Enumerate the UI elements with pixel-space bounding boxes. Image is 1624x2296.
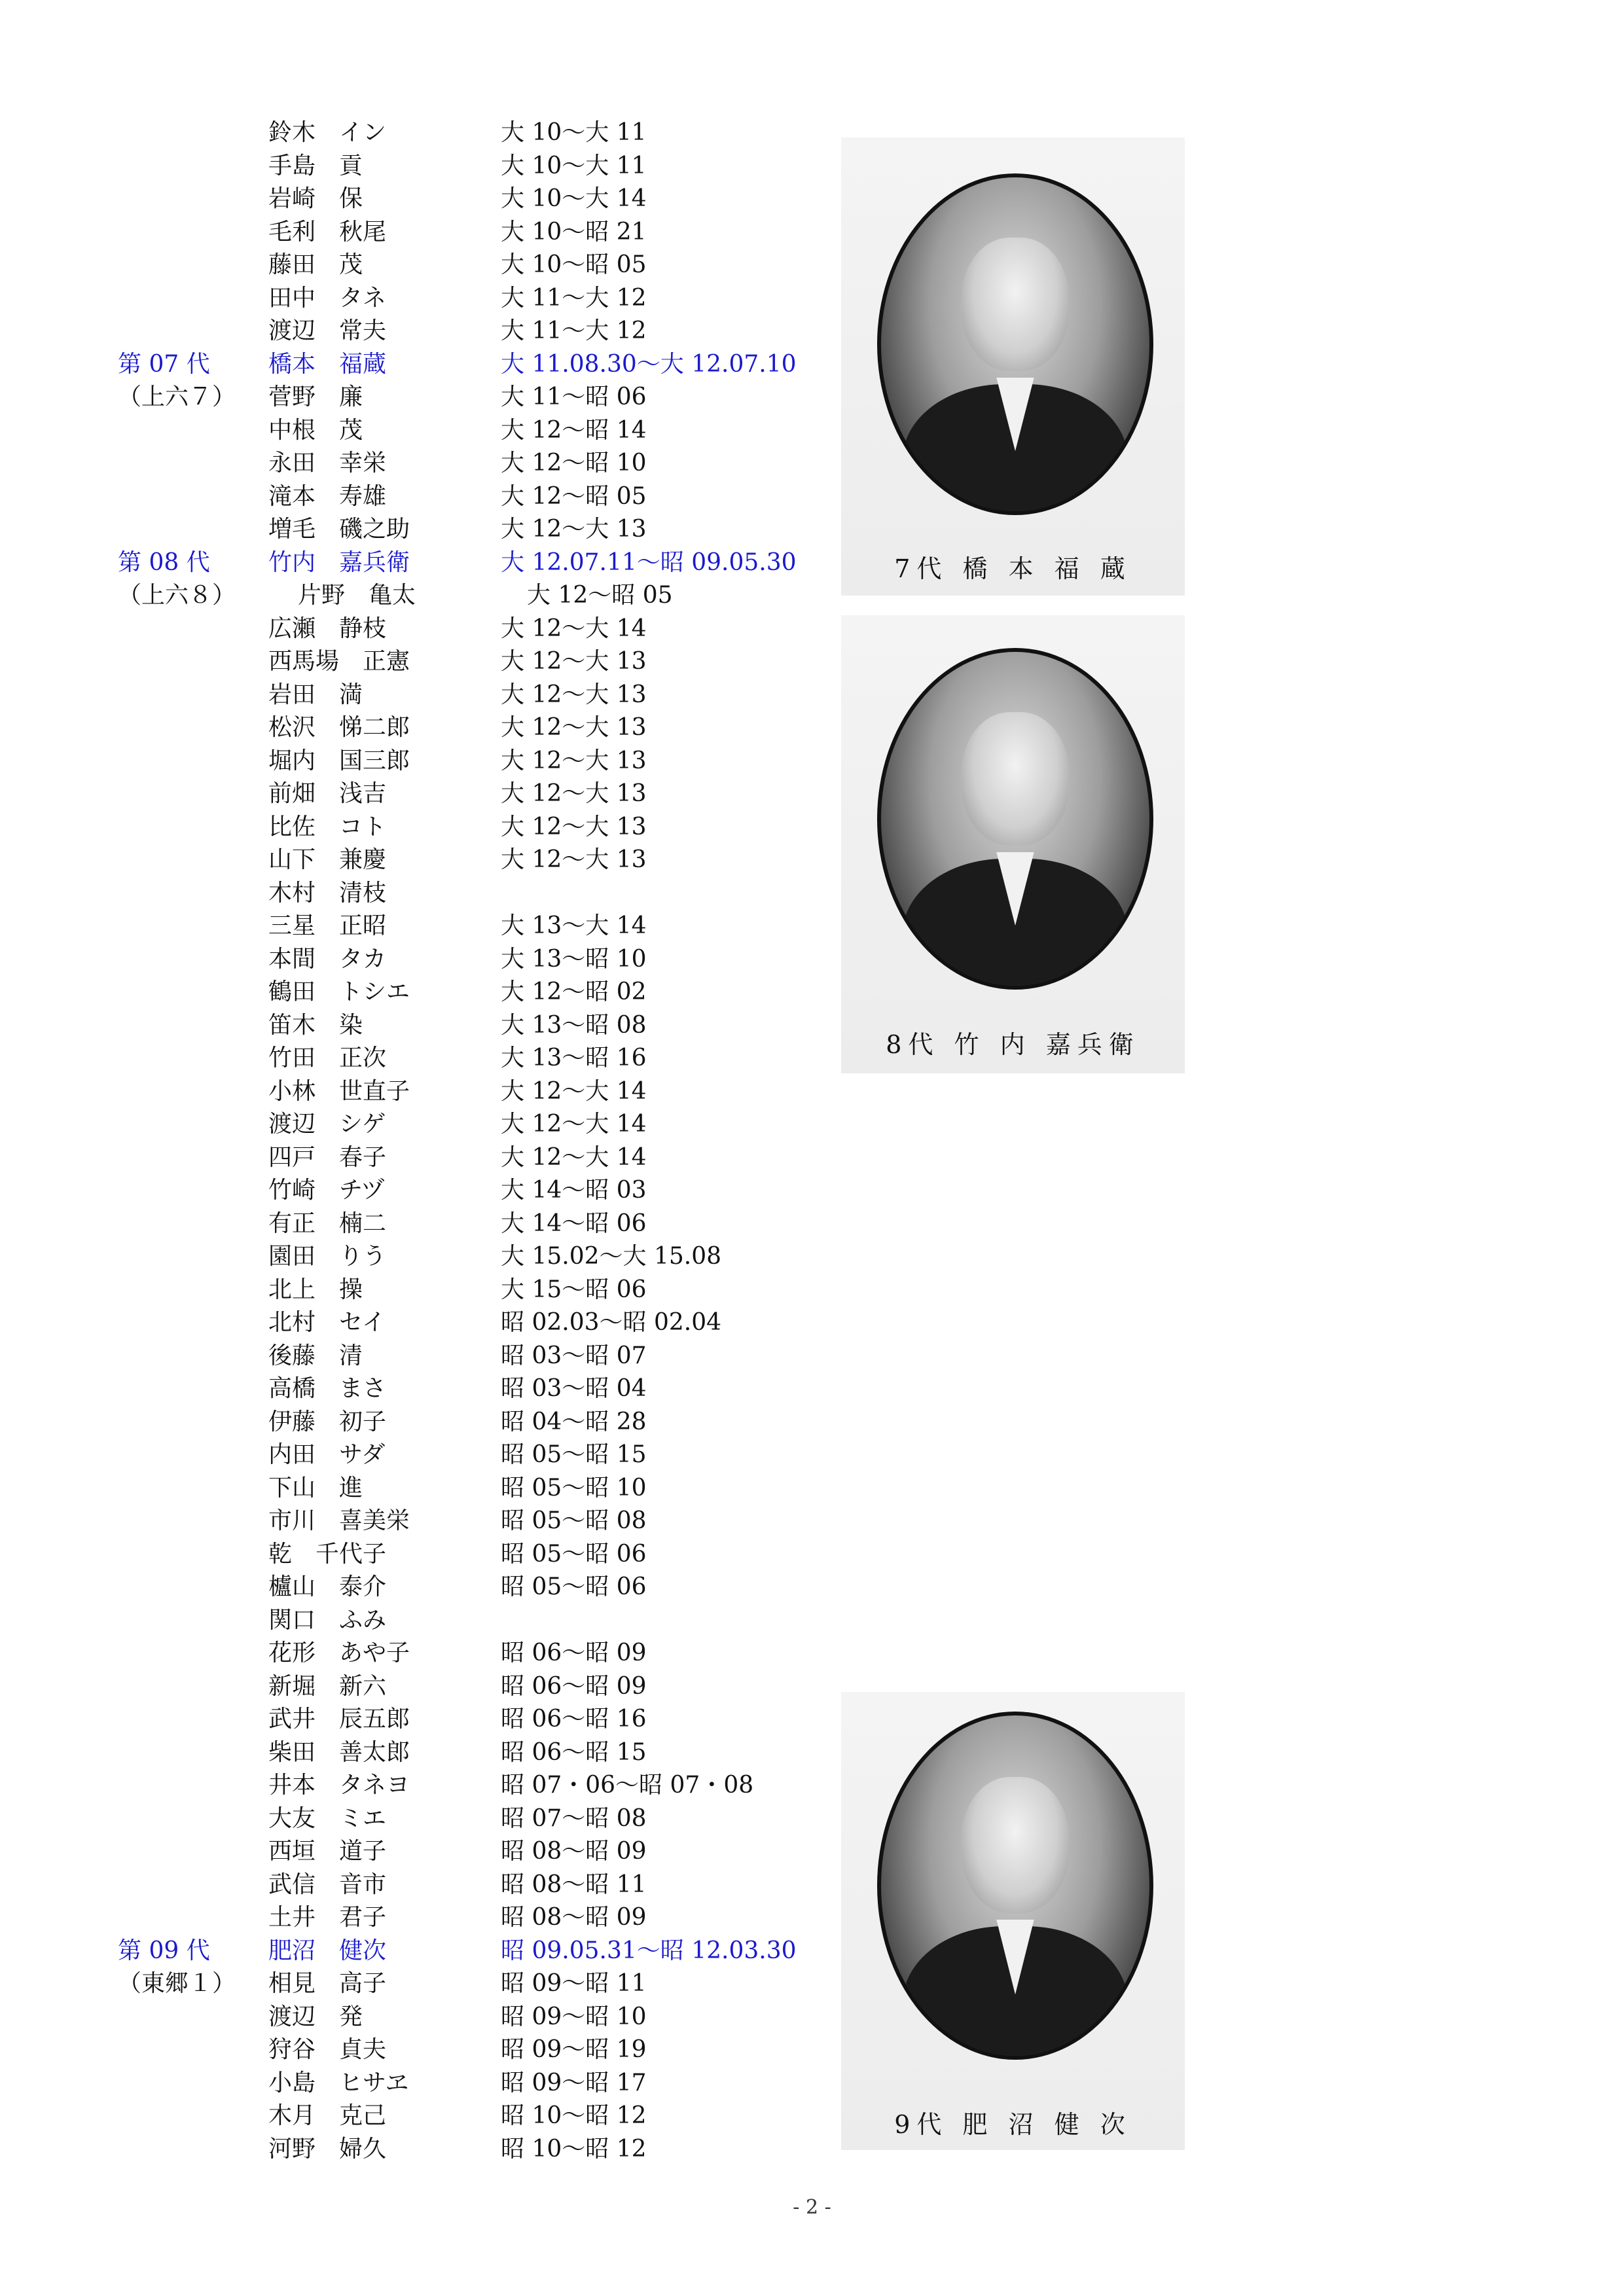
roster-name: 北村 セイ xyxy=(268,1309,386,1336)
roster-row xyxy=(0,745,851,778)
portrait-8th xyxy=(841,615,1185,1073)
roster-name: 有正 楠二 xyxy=(268,1210,387,1237)
roster-row xyxy=(0,1637,851,1670)
roster-name: 園田 りう xyxy=(268,1243,387,1270)
roster-term: 大 12～大 14 xyxy=(501,615,647,642)
roster-term: 昭 07～昭 08 xyxy=(501,1804,647,1832)
roster-row xyxy=(0,1108,851,1141)
roster-term: 昭 08～昭 11 xyxy=(501,1871,647,1898)
roster-name: 岩田 満 xyxy=(268,681,363,708)
roster-row xyxy=(0,216,851,249)
roster-row xyxy=(0,976,851,1009)
roster-list xyxy=(0,0,851,2160)
roster-name: 関口 ふみ xyxy=(268,1606,387,1634)
roster-row xyxy=(0,249,851,281)
roster-term: 昭 09～昭 10 xyxy=(501,2003,647,2030)
roster-row xyxy=(0,613,851,645)
roster-name: 竹崎 チヅ xyxy=(268,1177,385,1204)
roster-term: 大 11～大 12 xyxy=(501,317,647,344)
roster-term: 昭 06～昭 16 xyxy=(501,1706,647,1732)
roster-row xyxy=(0,447,851,480)
roster-row xyxy=(0,1274,851,1306)
roster-row xyxy=(0,679,851,711)
roster-name: 伊藤 初子 xyxy=(268,1408,387,1435)
roster-row xyxy=(0,1174,851,1207)
roster-term: 昭 03～昭 07 xyxy=(501,1342,647,1369)
roster-term: 大 15.02～大 15.08 xyxy=(501,1243,722,1270)
roster-term: 大 12.07.11～昭 09.05.30 xyxy=(501,548,797,576)
roster-row xyxy=(0,1869,851,1901)
roster-row xyxy=(0,1967,851,2000)
roster-name: 肥沼 健次 xyxy=(268,1937,387,1964)
roster-name: 小林 世直子 xyxy=(268,1077,410,1105)
roster-name: 三星 正昭 xyxy=(268,912,387,939)
roster-name: 竹内 嘉兵衛 xyxy=(268,548,410,576)
roster-row xyxy=(0,1240,851,1273)
roster-row xyxy=(0,547,851,579)
roster-row xyxy=(0,2034,851,2066)
roster-row xyxy=(0,1042,851,1075)
roster-term: 昭 05～昭 08 xyxy=(501,1507,647,1534)
roster-term: 大 12～大 13 xyxy=(501,846,647,873)
roster-term: 大 12～大 13 xyxy=(501,780,647,807)
roster-term: 大 12～昭 05 xyxy=(527,582,673,609)
roster-term: 大 11～大 12 xyxy=(501,284,647,312)
roster-row xyxy=(0,1505,851,1537)
roster-row xyxy=(0,1340,851,1372)
roster-row xyxy=(0,1406,851,1439)
portrait-caption-9th: 9代 肥 沼 健 次 xyxy=(894,2110,1132,2139)
roster-term: 大 12～大 13 xyxy=(501,714,647,741)
roster-term: 昭 08～昭 09 xyxy=(501,1904,647,1931)
roster-row xyxy=(0,414,851,447)
roster-row xyxy=(0,877,851,910)
roster-term: 昭 05～昭 06 xyxy=(501,1540,647,1568)
roster-row xyxy=(0,1571,851,1604)
roster-term: 昭 05～昭 10 xyxy=(501,1474,647,1501)
roster-row xyxy=(0,315,851,348)
roster-name: 田中 タネ xyxy=(268,284,387,312)
roster-name: 花形 あや子 xyxy=(268,1640,410,1666)
portrait-7th xyxy=(841,137,1185,596)
roster-term: 昭 09.05.31～昭 12.03.30 xyxy=(501,1937,797,1964)
roster-row xyxy=(0,480,851,513)
roster-row xyxy=(0,811,851,844)
portrait-photo-7th xyxy=(877,173,1153,515)
roster-name: 広瀬 静枝 xyxy=(268,615,387,642)
roster-row xyxy=(0,645,851,678)
roster-term: 大 14～昭 06 xyxy=(501,1210,647,1237)
roster-name: 柴田 善太郎 xyxy=(268,1738,410,1766)
roster-term: 大 10～大 11 xyxy=(501,119,647,146)
roster-name: 後藤 清 xyxy=(268,1342,363,1369)
roster-term: 昭 06～昭 09 xyxy=(501,1672,647,1700)
roster-term: 大 13～大 14 xyxy=(501,912,647,939)
roster-row xyxy=(0,1439,851,1471)
roster-row xyxy=(0,1075,851,1108)
roster-row xyxy=(0,1803,851,1835)
roster-term: 大 11.08.30～大 12.07.10 xyxy=(501,350,797,378)
roster-name: 笛木 染 xyxy=(268,1011,363,1039)
roster-row xyxy=(0,117,851,149)
roster-name: 河野 婦久 xyxy=(268,2135,387,2162)
roster-term: 大 12～大 13 xyxy=(501,516,647,543)
roster-row xyxy=(0,910,851,942)
roster-name: 北上 操 xyxy=(268,1276,363,1303)
roster-name: 藤田 茂 xyxy=(268,251,363,278)
roster-name: 橋本 福蔵 xyxy=(268,350,387,378)
roster-term: 昭 04～昭 28 xyxy=(501,1408,647,1435)
roster-name: 滝本 寿雄 xyxy=(268,482,387,510)
roster-term: 昭 06～昭 15 xyxy=(501,1738,647,1766)
roster-row xyxy=(0,2133,851,2166)
roster-term: 大 12～大 13 xyxy=(501,813,647,840)
roster-name: 渡辺 常夫 xyxy=(268,317,387,344)
roster-name: 毛利 秋尾 xyxy=(268,218,387,245)
roster-term: 大 13～昭 08 xyxy=(501,1011,647,1039)
roster-name: 木月 克己 xyxy=(268,2102,387,2129)
portrait-caption-7th: 7代 橋 本 福 蔵 xyxy=(894,554,1132,583)
roster-term: 大 15～昭 06 xyxy=(501,1276,647,1303)
roster-era: 第 07 代 xyxy=(118,350,210,378)
roster-name: 岩崎 保 xyxy=(268,185,363,212)
roster-row xyxy=(0,2001,851,2034)
roster-row xyxy=(0,1604,851,1637)
roster-name: 片野 亀太 xyxy=(298,582,416,609)
roster-name: 永田 幸栄 xyxy=(268,450,387,476)
roster-term: 大 13～昭 10 xyxy=(501,945,647,973)
roster-row xyxy=(0,1372,851,1405)
roster-name: 増毛 磯之助 xyxy=(268,516,410,543)
roster-name: 高橋 まさ xyxy=(268,1375,387,1402)
roster-name: 堀内 国三郎 xyxy=(268,747,410,774)
roster-term: 昭 02.03～昭 02.04 xyxy=(501,1309,722,1336)
roster-name: 本間 タカ xyxy=(268,945,387,973)
roster-name: 比佐 コト xyxy=(268,813,387,840)
roster-name: 前畑 浅吉 xyxy=(268,780,387,807)
roster-term: 大 13～昭 16 xyxy=(501,1045,647,1071)
roster-name: 渡辺 シゲ xyxy=(268,1111,386,1138)
roster-row xyxy=(0,381,851,414)
roster-name: 木村 清枝 xyxy=(268,879,387,906)
roster-row xyxy=(0,513,851,546)
roster-term: 大 10～大 11 xyxy=(501,152,647,179)
roster-row xyxy=(0,943,851,976)
roster-name: 竹田 正次 xyxy=(268,1045,387,1071)
roster-row xyxy=(0,1736,851,1769)
roster-row xyxy=(0,711,851,744)
roster-name: 新堀 新六 xyxy=(268,1672,387,1700)
roster-term: 昭 09～昭 19 xyxy=(501,2036,647,2063)
roster-row xyxy=(0,1538,851,1571)
roster-row xyxy=(0,1935,851,1967)
roster-name: 狩谷 貞夫 xyxy=(268,2036,387,2063)
roster-era: 第 08 代 xyxy=(118,548,210,576)
roster-name: 菅野 廉 xyxy=(268,384,363,410)
roster-name: 手島 貢 xyxy=(268,152,363,179)
roster-name: 武信 音市 xyxy=(268,1871,387,1898)
roster-row xyxy=(0,579,851,612)
roster-term: 昭 05～昭 06 xyxy=(501,1573,647,1600)
roster-name: 小島 ヒサヱ xyxy=(268,2069,409,2096)
roster-term: 昭 09～昭 17 xyxy=(501,2069,647,2096)
roster-term: 大 12～大 14 xyxy=(501,1077,647,1105)
roster-name: 土井 君子 xyxy=(268,1904,387,1931)
portrait-photo-9th xyxy=(877,1712,1153,2060)
roster-era: 第 09 代 xyxy=(118,1937,210,1964)
roster-name: 西馬場 正憲 xyxy=(268,648,410,675)
roster-name: 大友 ミエ xyxy=(268,1804,387,1832)
roster-row xyxy=(0,1141,851,1174)
roster-name: 市川 喜美栄 xyxy=(268,1507,410,1534)
roster-row xyxy=(0,1703,851,1736)
roster-era: （上六８） xyxy=(118,582,236,609)
roster-term: 大 11～昭 06 xyxy=(501,384,647,410)
roster-row xyxy=(0,844,851,876)
roster-term: 昭 10～昭 12 xyxy=(501,2135,647,2162)
roster-row xyxy=(0,183,851,215)
roster-name: 相見 高子 xyxy=(268,1970,387,1997)
portrait-9th xyxy=(841,1692,1185,2150)
roster-row xyxy=(0,2100,851,2132)
roster-row xyxy=(0,2067,851,2100)
roster-term: 大 12～大 13 xyxy=(501,648,647,675)
roster-term: 昭 03～昭 04 xyxy=(501,1375,647,1402)
roster-term: 昭 08～昭 09 xyxy=(501,1838,647,1865)
roster-term: 大 12～大 13 xyxy=(501,681,647,708)
roster-term: 大 10～大 14 xyxy=(501,185,647,212)
portrait-photo-8th xyxy=(877,648,1153,990)
roster-term: 大 14～昭 03 xyxy=(501,1177,647,1204)
roster-row xyxy=(0,1670,851,1703)
roster-row xyxy=(0,282,851,315)
roster-row xyxy=(0,778,851,810)
roster-name: 渡辺 発 xyxy=(268,2003,363,2030)
roster-row xyxy=(0,1769,851,1802)
roster-name: 武井 辰五郎 xyxy=(268,1706,410,1732)
roster-name: 四戸 春子 xyxy=(268,1143,387,1171)
roster-row xyxy=(0,348,851,381)
roster-row xyxy=(0,1835,851,1868)
roster-row xyxy=(0,1472,851,1505)
roster-row xyxy=(0,1901,851,1934)
roster-row xyxy=(0,1009,851,1042)
roster-term: 大 10～昭 05 xyxy=(501,251,647,278)
roster-name: 山下 兼慶 xyxy=(268,846,387,873)
roster-name: 中根 茂 xyxy=(268,416,363,444)
roster-name: 井本 タネヨ xyxy=(268,1772,410,1799)
roster-name: 櫨山 泰介 xyxy=(268,1573,387,1600)
portrait-caption-8th: 8代 竹 内 嘉兵衛 xyxy=(886,1030,1140,1059)
roster-row xyxy=(0,1208,851,1240)
roster-term: 昭 07・06～昭 07・08 xyxy=(501,1772,754,1799)
roster-name: 下山 進 xyxy=(268,1474,363,1501)
roster-term: 昭 06～昭 09 xyxy=(501,1640,647,1666)
roster-name: 内田 サダ xyxy=(268,1441,386,1468)
roster-name: 西垣 道子 xyxy=(268,1838,387,1865)
roster-name: 松沢 悌二郎 xyxy=(268,714,410,741)
roster-term: 大 12～昭 05 xyxy=(501,482,647,510)
roster-term: 大 12～昭 14 xyxy=(501,416,647,444)
roster-term: 昭 05～昭 15 xyxy=(501,1441,647,1468)
roster-term: 大 12～昭 02 xyxy=(501,978,647,1005)
roster-name: 乾 千代子 xyxy=(268,1540,387,1568)
roster-term: 昭 10～昭 12 xyxy=(501,2102,647,2129)
roster-term: 大 12～昭 10 xyxy=(501,450,647,476)
roster-term: 大 10～昭 21 xyxy=(501,218,647,245)
roster-row xyxy=(0,1306,851,1339)
roster-era: （東郷１） xyxy=(118,1970,236,1997)
roster-era: （上六７） xyxy=(118,384,236,410)
roster-term: 大 12～大 14 xyxy=(501,1143,647,1171)
roster-term: 大 12～大 13 xyxy=(501,747,647,774)
page-number: - 2 - xyxy=(793,2196,831,2219)
roster-name: 鶴田 トシエ xyxy=(268,978,410,1005)
roster-name: 鈴木 イン xyxy=(268,119,387,146)
roster-term: 昭 09～昭 11 xyxy=(501,1970,647,1997)
roster-row xyxy=(0,150,851,183)
roster-term: 大 12～大 14 xyxy=(501,1111,647,1138)
